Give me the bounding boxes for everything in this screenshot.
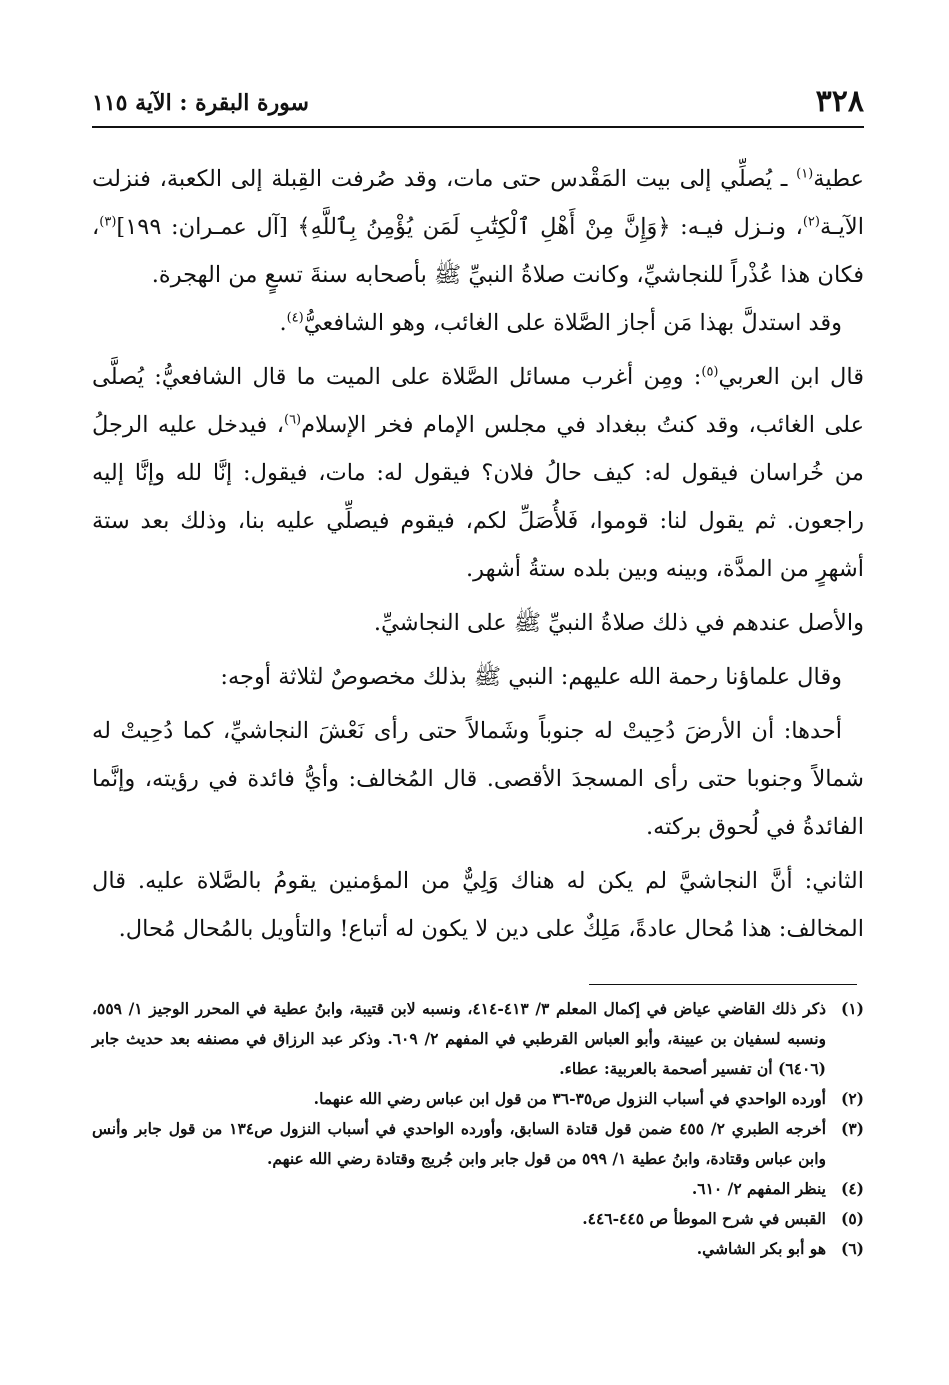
paragraph <box>92 599 864 647</box>
text-segment: والأصل عندهم في ذلك صلاةُ النبيِّ ﷺ على النجاشيِّ. <box>373 610 864 636</box>
text-segment: قال ابن العربي <box>718 364 865 390</box>
footnote-text: ذكر ذلك القاضي عياض في إكمال المعلم ٣/ ٤١٣-٤١٤، ونسبه لابن قتيبة، وابنُ عطية في المحرر الوجيز ١/ ٥٥٩، ونسبه لسفيان بن عيينة، وأبو العباس القرطبي في المفهم ٢/ ٦٠٩. وذكر عبد الرزاق في مصنفه بعد حديث جابر (٦٤٠٦) أن تفسير أصحمة بالعربية: عطاء. <box>92 999 826 1078</box>
footnote-marker: (٢) <box>802 214 820 230</box>
text-segment: عطية <box>813 166 864 192</box>
paragraph <box>92 707 864 851</box>
text-segment: ، ونـزل فيـه: ﴿وَإِنَّ مِنْ أَهْلِ ٱلْكِتَٰبِ لَمَن يُؤْمِنُ بِٱللَّهِ﴾ [آل عمـران: ١٩٩] <box>116 214 803 240</box>
footnote-number: (٣) <box>840 1119 864 1138</box>
text-segment: وقال علماؤنا رحمة الله عليهم: النبي ﷺ بذلك مخصوصٌ لثلاثة أوجه: <box>220 664 842 690</box>
text-segment: ـ يُصلِّي إلى بيت المَقْدس حتى مات، وقد صُرفت القِبلة إلى الكعبة، فنزلت الآيـة <box>92 166 864 240</box>
paragraph <box>92 353 864 593</box>
footnote-marker: (٦) <box>283 412 302 428</box>
text-segment: وقد استدلَّ بهذا مَن أجاز الصَّلاة على الغائب، وهو الشافعيُّ <box>303 310 842 336</box>
paragraph <box>92 857 864 953</box>
footnote-text: القبس في شرح الموطأ ص ٤٤٥-٤٤٦. <box>582 1209 826 1228</box>
footnote <box>92 1084 864 1114</box>
paragraph <box>92 653 864 701</box>
footnote <box>92 994 864 1084</box>
paragraph <box>92 299 864 347</box>
text-segment: . <box>279 310 287 336</box>
footnote-text: هو أبو بكر الشاشي. <box>696 1239 826 1258</box>
page-header <box>92 78 864 128</box>
text-segment: : ومِن أغرب مسائل الصَّلاة على الميت ما قال الشافعيُّ: يُصلَّى على الغائب، وقد كنتُ ببغداد في مجلس الإمام فخر الإسلام <box>92 364 864 438</box>
footnote-text: أخرجه الطبري ٢/ ٤٥٥ ضمن قول قتادة السابق، وأورده الواحدي في أسباب النزول ص١٣٤ من قول جابر وأنس وابن عباس وقتادة، وابنُ عطية ١/ ٥٩٩ من قول جابر وابن جُريج وقتادة رضي الله عنهم. <box>92 1119 826 1168</box>
footnote-number: (٥) <box>840 1209 864 1228</box>
footnote <box>92 1114 864 1174</box>
footnote-text: أورده الواحدي في أسباب النزول ص٣٥-٣٦ من قول ابن عباس رضي الله عنهما. <box>313 1089 826 1108</box>
footnote-number: (٦) <box>840 1239 864 1258</box>
footnote-text: ينظر المفهم ٢/ ٦١٠. <box>691 1179 826 1198</box>
text-segment: أحدها: أن الأرضَ دُحِيتْ له جنوباً وشَمالاً حتى رأى نَعْشَ النجاشيِّ، كما دُحِيتْ له شمالاً وجنوبا حتى رأى المسجدَ الأقصى. قال المُخالف: وأيُّ فائدة في رؤيته، وإنَّما الفائدةُ في لُحوق بركته. <box>92 718 864 840</box>
footnote <box>92 1234 864 1264</box>
paragraph <box>92 155 864 299</box>
text-segment: ، فيدخل عليه الرجلُ من خُراسان فيقول له: كيف حالُ فلان؟ فيقول له: مات، فيقول: إنَّا لله وإنَّا إليه راجعون. ثم يقول لنا: قوموا، فَلأُصَلِّ لكم، فيقوم فيصلِّي عليه بنا، وذلك بعد ستة أشهرٍ من المدَّة، وبينه وبين بلده ستةُ أشهر. <box>92 412 864 582</box>
main-text <box>92 155 864 953</box>
footnote-number: (٤) <box>840 1179 864 1198</box>
running-title: سورة البقرة : الآية ١١٥ <box>92 90 309 116</box>
footnote <box>92 1204 864 1234</box>
footnote-divider <box>589 984 857 985</box>
text-segment: ، فكان هذا عُذْراً للنجاشيِّ، وكانت صلاةُ النبيِّ ﷺ بأصحابه سنةَ تسعٍ من الهجرة. <box>92 214 864 288</box>
text-segment: الثاني: أنَّ النجاشيَّ لم يكن له هناك وَلِيٌّ من المؤمنين يقومُ بالصَّلاة عليه. قال المخالف: هذا مُحال عادةً، مَلِكٌ على دين لا يكون له أتباع! والتأويل بالمُحال مُحال. <box>92 868 864 942</box>
footnote-marker: (٣) <box>99 214 117 230</box>
footnote <box>92 1174 864 1204</box>
footnote-marker: (٤) <box>286 310 304 326</box>
footnote-marker: (١) <box>796 166 814 182</box>
footnote-marker: (٥) <box>701 364 719 380</box>
page-number: ٣٢٨ <box>815 84 864 119</box>
footnote-number: (٢) <box>840 1089 864 1108</box>
footnote-number: (١) <box>840 999 864 1018</box>
footnotes <box>92 994 864 1264</box>
